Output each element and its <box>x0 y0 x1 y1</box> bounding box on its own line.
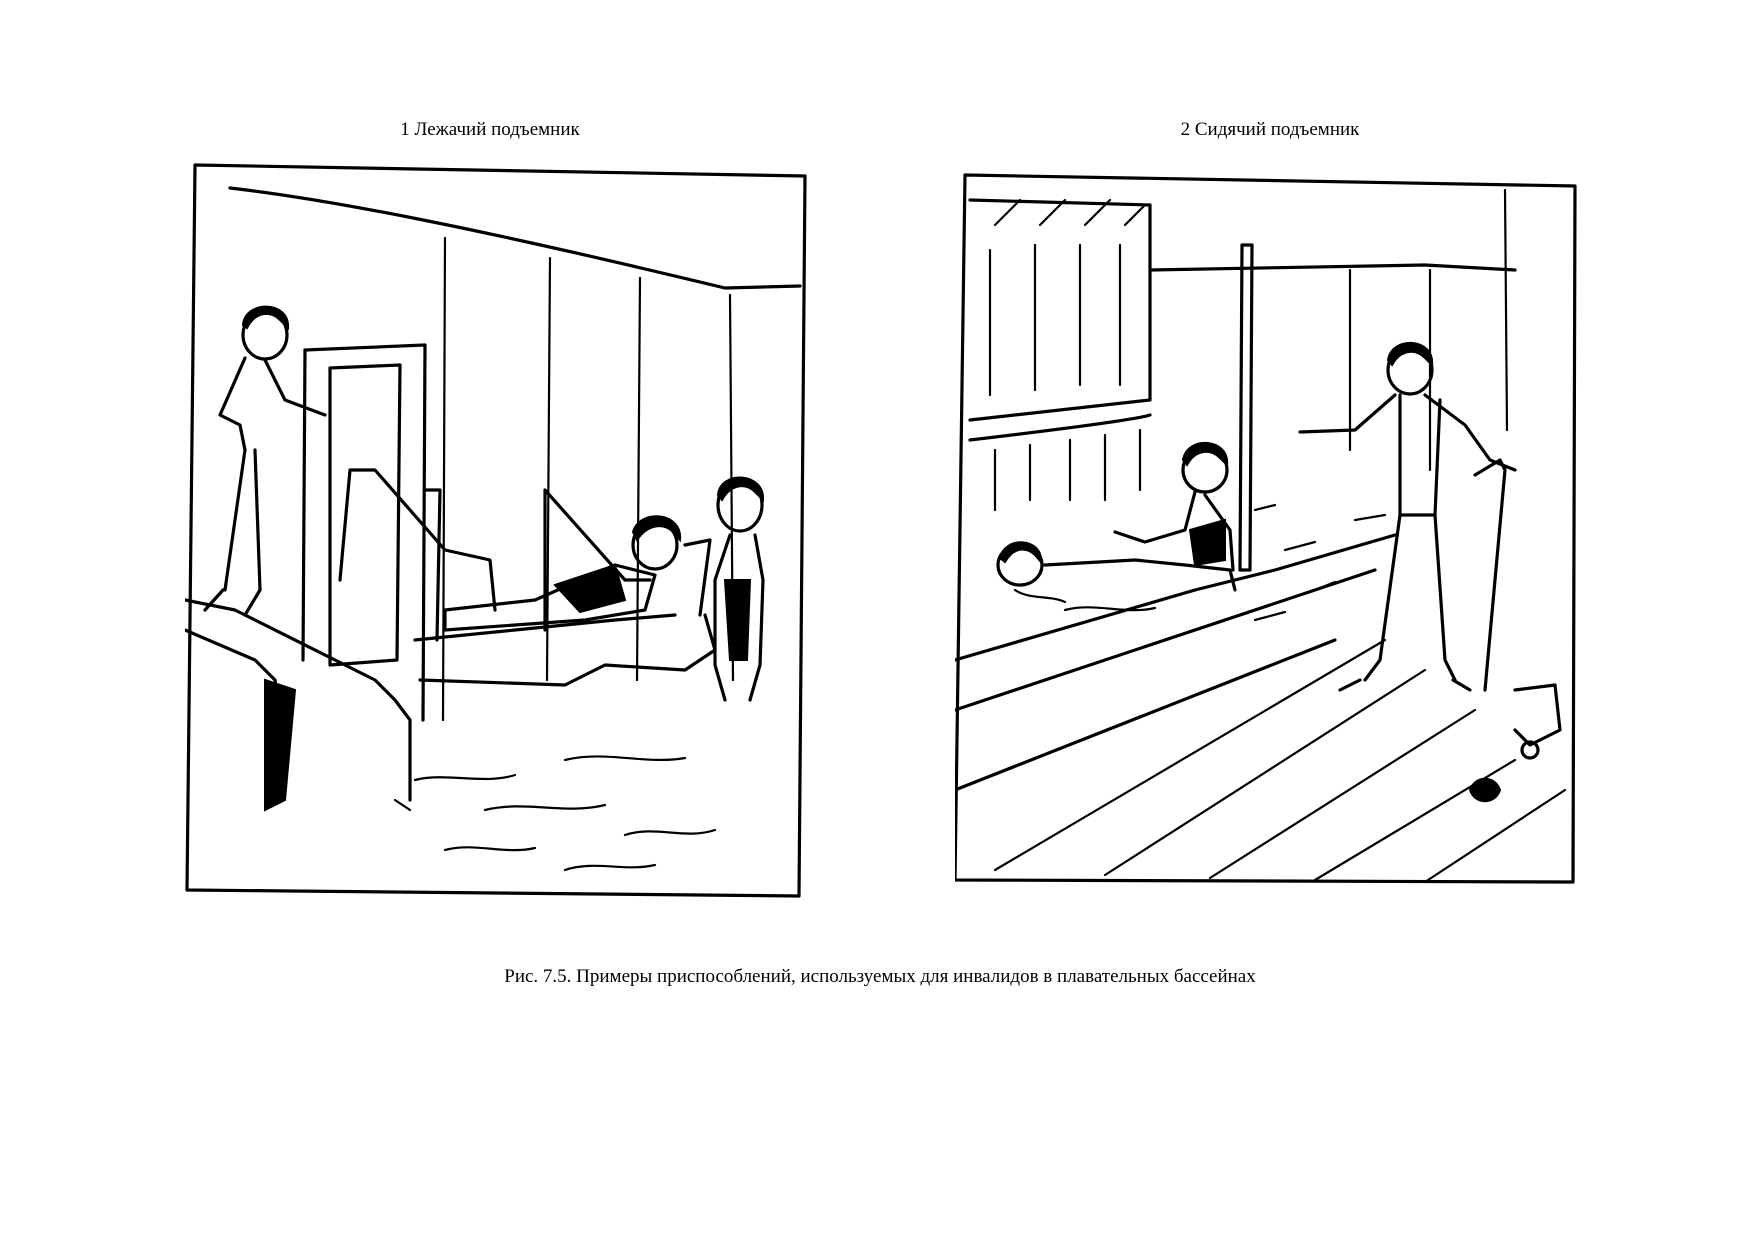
lift-control <box>1475 460 1505 690</box>
sitting-lift-illustration <box>955 170 1580 895</box>
attendant-hair <box>243 307 288 328</box>
wall-top-line <box>230 188 800 288</box>
figure-caption: Рис. 7.5. Примеры приспособлений, используемых для инвалидов в плавательных бассейнах <box>504 966 1256 987</box>
figure-1-drawing <box>185 160 810 910</box>
figure-2-drawing <box>955 170 1580 895</box>
lying-lift-illustration <box>185 160 810 910</box>
wall-line <box>1150 265 1515 270</box>
attendant-torso <box>220 358 245 450</box>
lift-pole <box>1240 245 1252 570</box>
operator-torso <box>1400 395 1440 515</box>
figure-2-label: 2 Сидячий подъемник <box>1180 119 1360 140</box>
deck-boards <box>995 640 1565 882</box>
figure-2-frame <box>955 175 1575 882</box>
pool-edge <box>185 600 410 800</box>
handrail-2 <box>545 490 650 630</box>
figure-1-label: 1 Лежачий подъемник <box>400 119 580 140</box>
pool-shadow <box>265 680 295 810</box>
operator-arms <box>1300 395 1515 470</box>
door-inner <box>330 365 400 665</box>
attendant-legs <box>225 450 260 590</box>
window-left <box>970 200 1150 420</box>
handrail-1 <box>340 470 495 610</box>
water-ripples <box>415 756 715 870</box>
